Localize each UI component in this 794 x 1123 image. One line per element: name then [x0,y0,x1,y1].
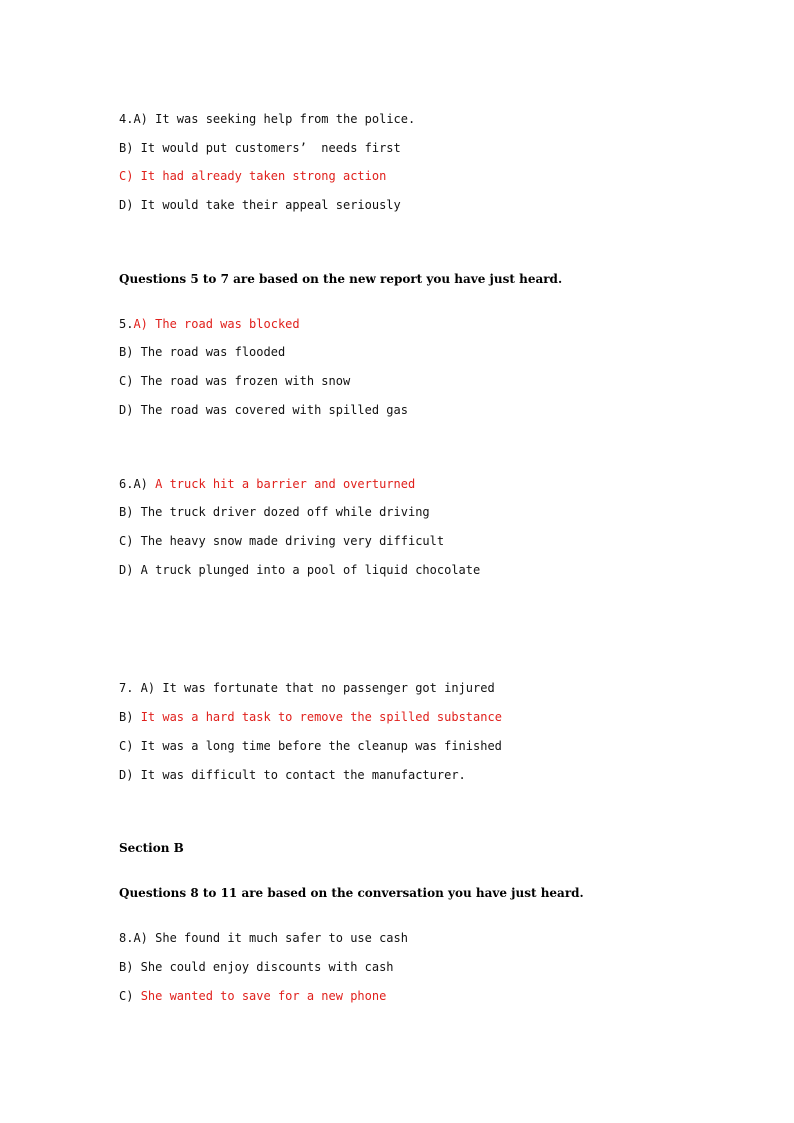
q5-option-a [119,316,300,332]
q7-option-a: 7. A) It was fortunate that no passenger got injured [119,681,495,695]
q4-option-c-answer: C) It had already taken strong action [119,169,387,183]
q5-option-c: C) The road was frozen with snow [119,374,351,388]
q6-option-a-answer: A truck hit a barrier and overturned [155,477,416,491]
q8-option-c [119,988,386,1004]
q7-option-b-letter: B) [119,710,141,724]
questions-8-11-heading: Questions 8 to 11 are based on the conversation you have just heard. [119,886,584,900]
q6-option-c: C) The heavy snow made driving very difficult [119,534,445,548]
q7-option-c: C) It was a long time before the cleanup was finished [119,739,502,753]
q4-option-d: D) It would take their appeal seriously [119,198,401,212]
q7-option-d: D) It was difficult to contact the manufacturer. [119,768,466,782]
q6-number: 6.A) [119,477,156,491]
q8-option-c-letter: C) [119,989,141,1003]
q6-option-b: B) The truck driver dozed off while driving [119,505,430,519]
q7-option-b-answer: It was a hard task to remove the spilled substance [140,710,502,724]
q7-option-b [119,709,502,725]
q5-option-b: B) The road was flooded [119,345,286,359]
q6-option-a [119,476,415,492]
q5-option-a-answer: A) The road was blocked [133,317,300,331]
section-b-title: Section B [119,841,184,855]
q8-option-a: 8.A) She found it much safer to use cash [119,931,408,945]
q8-option-c-answer: She wanted to save for a new phone [140,989,387,1003]
questions-5-7-heading: Questions 5 to 7 are based on the new report you have just heard. [119,272,563,286]
q5-number: 5. [119,317,134,331]
q5-option-d: D) The road was covered with spilled gas [119,403,408,417]
q4-option-a-text: A) It was seeking help from the police. [133,112,416,126]
q4-option-a [119,111,415,127]
q8-option-b: B) She could enjoy discounts with cash [119,960,394,974]
q6-option-d: D) A truck plunged into a pool of liquid chocolate [119,563,481,577]
q4-number: 4. [119,112,134,126]
q4-option-b: B) It would put customers’ needs first [119,141,401,155]
